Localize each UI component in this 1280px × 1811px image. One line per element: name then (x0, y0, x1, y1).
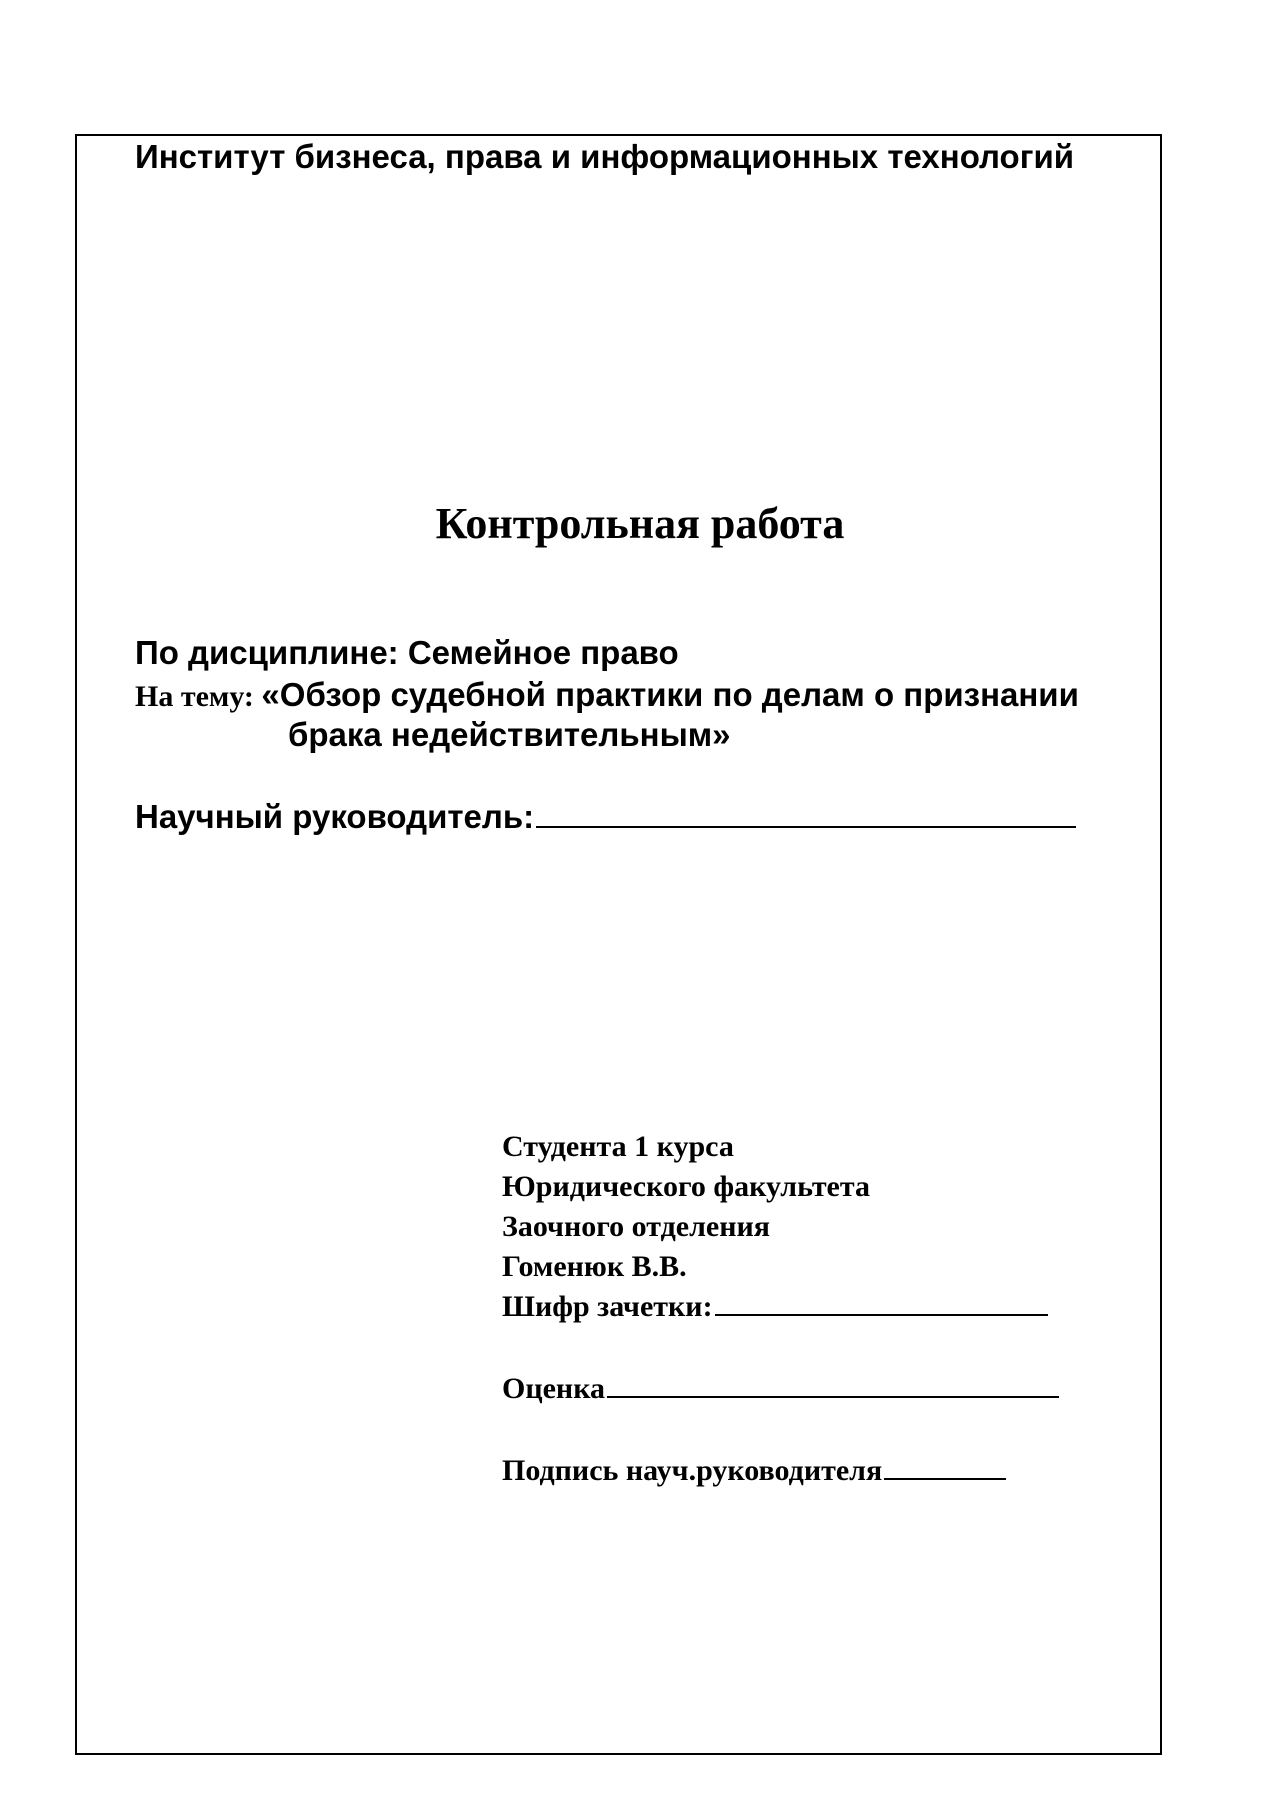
page-border-frame (75, 134, 1162, 1755)
grade-line (502, 1374, 1059, 1404)
grade-label: Оценка (502, 1372, 606, 1405)
grade-blank[interactable] (607, 1395, 1059, 1398)
record-book-line (502, 1292, 1048, 1322)
supervisor-line (135, 800, 1076, 833)
topic-text-1: «Обзор судебной практики по делам о признании (261, 676, 1079, 713)
institute-name: Институт бизнеса, права и информационных технологий (135, 138, 1075, 175)
record-book-blank[interactable] (715, 1313, 1048, 1316)
supervisor-label: Научный руководитель: (135, 798, 535, 835)
document-title: Контрольная работа (435, 499, 845, 548)
discipline-line: По дисциплине: Семейное право (135, 634, 679, 671)
student-department: Заочного отделения (502, 1210, 771, 1243)
student-course: Студента 1 курса (502, 1130, 734, 1163)
signature-label: Подпись науч.руководителя (502, 1454, 883, 1487)
supervisor-blank[interactable] (536, 825, 1076, 828)
topic-line-1 (135, 678, 1079, 712)
student-name: Гоменюк В.В. (502, 1250, 687, 1283)
student-faculty: Юридического факультета (502, 1170, 870, 1203)
topic-prefix: На тему: (135, 680, 262, 713)
record-book-label: Шифр зачетки: (502, 1290, 713, 1323)
topic-line-2: брака недействительным» (288, 716, 731, 753)
signature-blank[interactable] (884, 1477, 1006, 1480)
signature-line (502, 1456, 1006, 1486)
